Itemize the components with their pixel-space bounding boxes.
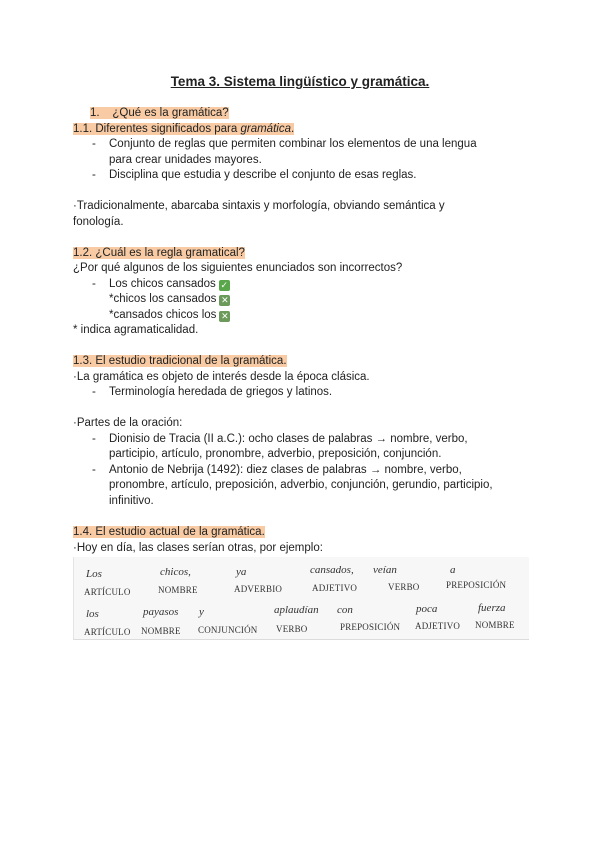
section-1-1-heading-text: 1.1. Diferentes significados para — [73, 123, 241, 135]
paragraph-tradicional-line2: fonología. — [73, 216, 124, 228]
bullet-dash: - — [92, 433, 96, 445]
example-class: VERBO — [276, 624, 308, 634]
example-class: ARTÍCULO — [84, 587, 131, 597]
section-1-number: 1. — [90, 107, 100, 119]
example-class: ADVERBIO — [234, 584, 283, 594]
example-class: NOMBRE — [141, 626, 181, 636]
bullet-dash: - — [92, 386, 96, 398]
check-icon: ✓ — [220, 280, 229, 290]
example-word: fuerza — [478, 602, 506, 614]
bullet-1-1-a-line2: para crear unidades mayores. — [109, 154, 262, 166]
example-word: payasos — [143, 606, 179, 618]
bullet-dash: - — [92, 278, 96, 290]
example-word: ya — [236, 566, 247, 578]
word-class-example-image — [73, 557, 529, 640]
example-class: ARTÍCULO — [84, 627, 131, 637]
section-1-title: ¿Qué es la gramática? — [112, 107, 229, 119]
section-1-1-heading-end: . — [290, 123, 295, 135]
cross-icon: ✕ — [221, 295, 229, 305]
example-class: NOMBRE — [158, 585, 198, 595]
example-incorrect-1-text: *chicos los cansados — [109, 293, 217, 305]
bullet-nebrija-line3: infinitivo. — [109, 495, 154, 507]
example-class: CONJUNCIÓN — [198, 625, 258, 635]
bullet-dionisio-line1: Dionisio de Tracia (II a.C.): ocho clases de palabras → nombre, verbo, — [109, 433, 468, 445]
agramaticalidad-note: * indica agramaticalidad. — [73, 324, 199, 336]
section-1-3-heading-text: 1.3. El estudio tradicional de la gramática. — [73, 355, 287, 367]
example-class: PREPOSICIÓN — [340, 622, 401, 632]
bullet-nebrija-line1: Antonio de Nebrija (1492): diez clases de palabras → nombre, verbo, — [109, 464, 462, 476]
section-1-2-heading-text: 1.2. ¿Cuál es la regla gramatical? — [73, 247, 245, 259]
example-correct-text: Los chicos cansados — [109, 278, 216, 290]
section-1-3-paragraph-1: ·La gramática es objeto de interés desde la época clásica. — [73, 371, 370, 383]
bullet-dionisio-line2: participio, artículo, pronombre, adverbio, preposición, conjunción. — [109, 448, 442, 460]
paragraph-tradicional-line1: ·Tradicionalmente, abarcaba sintaxis y morfología, obviando semántica y — [73, 200, 445, 212]
example-incorrect-1 — [109, 292, 230, 308]
example-word: los — [86, 608, 99, 620]
example-incorrect-2 — [109, 308, 230, 324]
section-1-2-heading — [73, 246, 245, 262]
bullet-dash: - — [92, 138, 96, 150]
cross-icon: ✕ — [221, 311, 229, 321]
section-1-heading — [90, 106, 229, 122]
section-1-3-paragraph-2: ·Partes de la oración: — [73, 417, 183, 429]
example-word: aplaudían — [274, 604, 319, 616]
bullet-dash: - — [92, 169, 96, 181]
example-word: poca — [416, 603, 438, 615]
bullet-terminologia: Terminología heredada de griegos y latinos. — [109, 386, 333, 398]
example-class: ADJETIVO — [415, 621, 461, 631]
example-word: a — [450, 564, 456, 576]
section-1-4-paragraph: ·Hoy en día, las clases serían otras, por ejemplo: — [73, 542, 323, 554]
example-word: Los — [86, 568, 102, 580]
bullet-dash: - — [92, 464, 96, 476]
section-1-1-heading-emphasis: gramática — [240, 123, 291, 135]
example-class: VERBO — [388, 582, 420, 592]
example-class: NOMBRE — [475, 620, 515, 630]
example-class: PREPOSICIÓN — [446, 580, 507, 590]
example-incorrect-2-text: *cansados chicos los — [109, 309, 217, 321]
example-word: veían — [373, 564, 397, 576]
example-correct — [109, 277, 230, 293]
section-1-4-heading — [73, 525, 265, 541]
example-class: ADJETIVO — [312, 583, 358, 593]
section-1-4-heading-text: 1.4. El estudio actual de la gramática. — [73, 526, 265, 538]
section-1-1-heading — [73, 122, 294, 138]
example-word: cansados, — [310, 564, 354, 576]
bullet-1-1-b: Disciplina que estudia y describe el conjunto de esas reglas. — [109, 169, 417, 181]
section-1-3-heading — [73, 354, 287, 370]
page-title: Tema 3. Sistema lingüístico y gramática. — [170, 74, 430, 89]
example-word: chicos, — [160, 566, 191, 578]
example-word: y — [199, 606, 204, 618]
bullet-nebrija-line2: pronombre, artículo, preposición, adverbio, conjunción, gerundio, participio, — [109, 479, 493, 491]
example-word: con — [337, 604, 353, 616]
section-1-2-question: ¿Por qué algunos de los siguientes enunciados son incorrectos? — [73, 262, 403, 274]
bullet-1-1-a-line1: Conjunto de reglas que permiten combinar los elementos de una lengua — [109, 138, 477, 150]
